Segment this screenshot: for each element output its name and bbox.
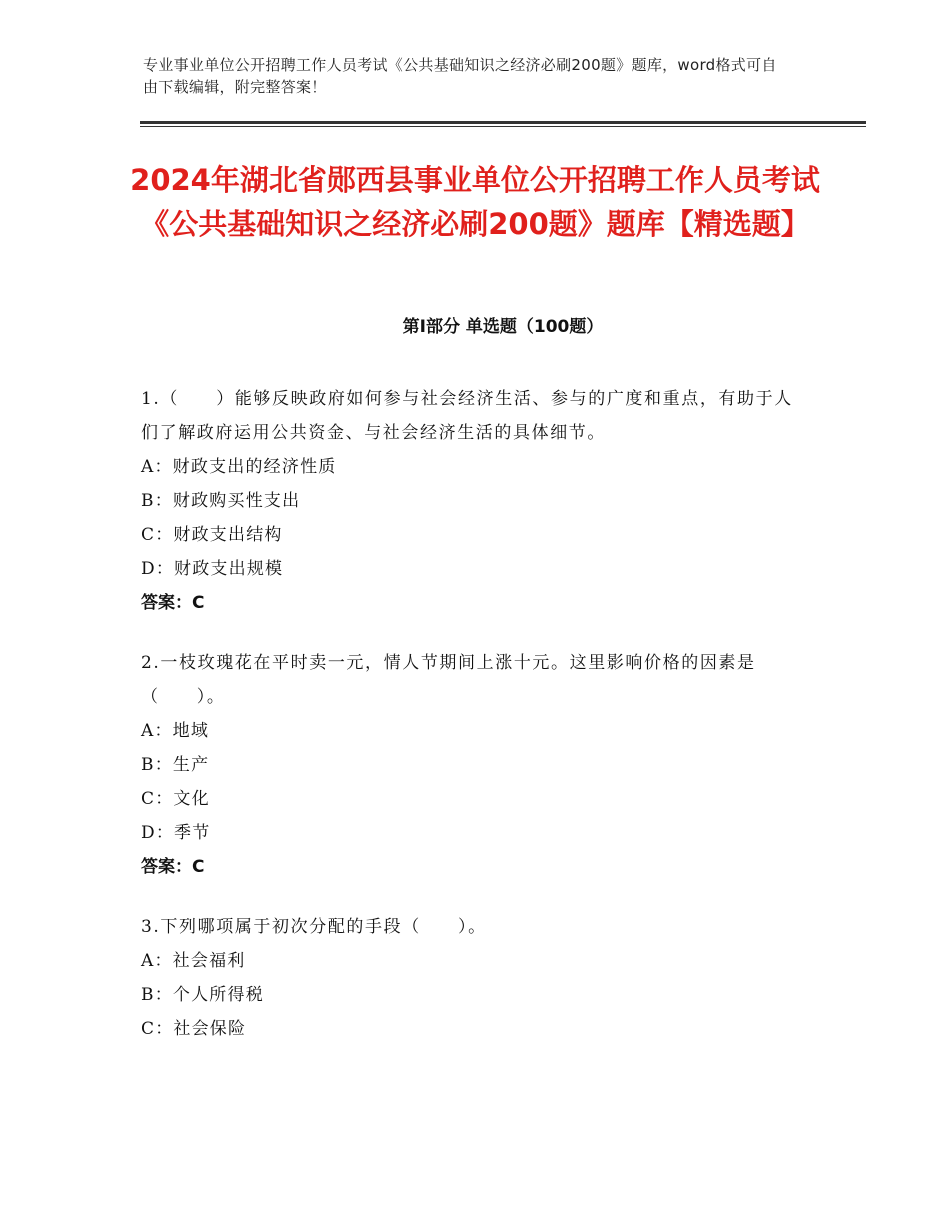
question-1-option-b: B：财政购买性支出 [141,491,301,511]
question-2-option-c: C：文化 [141,789,210,809]
document-title: 2024年湖北省郧西县事业单位公开招聘工作人员考试《公共基础知识之经济必刷200题》题库【精选题】 [130,163,820,241]
question-1-option-a: A：财政支出的经济性质 [141,457,337,477]
question-3-option-c: C：社会保险 [141,1019,247,1039]
question-1-option-d: D：财政支出规模 [141,559,284,579]
question-1 [141,382,801,620]
question-2-answer: 答案：C [141,857,205,877]
question-2-option-b: B：生产 [141,755,210,775]
question-1-option-c: C：财政支出结构 [141,525,283,545]
section-title: 第Ⅰ部分 单选题（100题） [402,317,604,337]
question-2 [141,646,801,884]
question-3-option-b: B：个人所得税 [141,985,264,1005]
question-list [141,382,801,1072]
question-3 [141,910,801,1046]
header-rule-thin [140,126,866,127]
question-2-option-d: D：季节 [141,823,211,843]
question-3-option-a: A：社会福利 [141,951,246,971]
question-1-text: 1.（ ）能够反映政府如何参与社会经济生活、参与的广度和重点，有助于人们了解政府运用公共资金、与社会经济生活的具体细节。 [141,389,793,443]
question-1-answer: 答案：C [141,593,205,613]
header-rule-thick [140,121,866,124]
question-2-option-a: A：地域 [141,721,210,741]
question-3-text: 3.下列哪项属于初次分配的手段（ ）。 [141,917,487,937]
header-note: 专业事业单位公开招聘工作人员考试《公共基础知识之经济必刷200题》题库，word格式可自由下载编辑，附完整答案！ [143,56,777,96]
question-2-text: 2.一枝玫瑰花在平时卖一元，情人节期间上涨十元。这里影响价格的因素是（ ）。 [141,653,756,707]
